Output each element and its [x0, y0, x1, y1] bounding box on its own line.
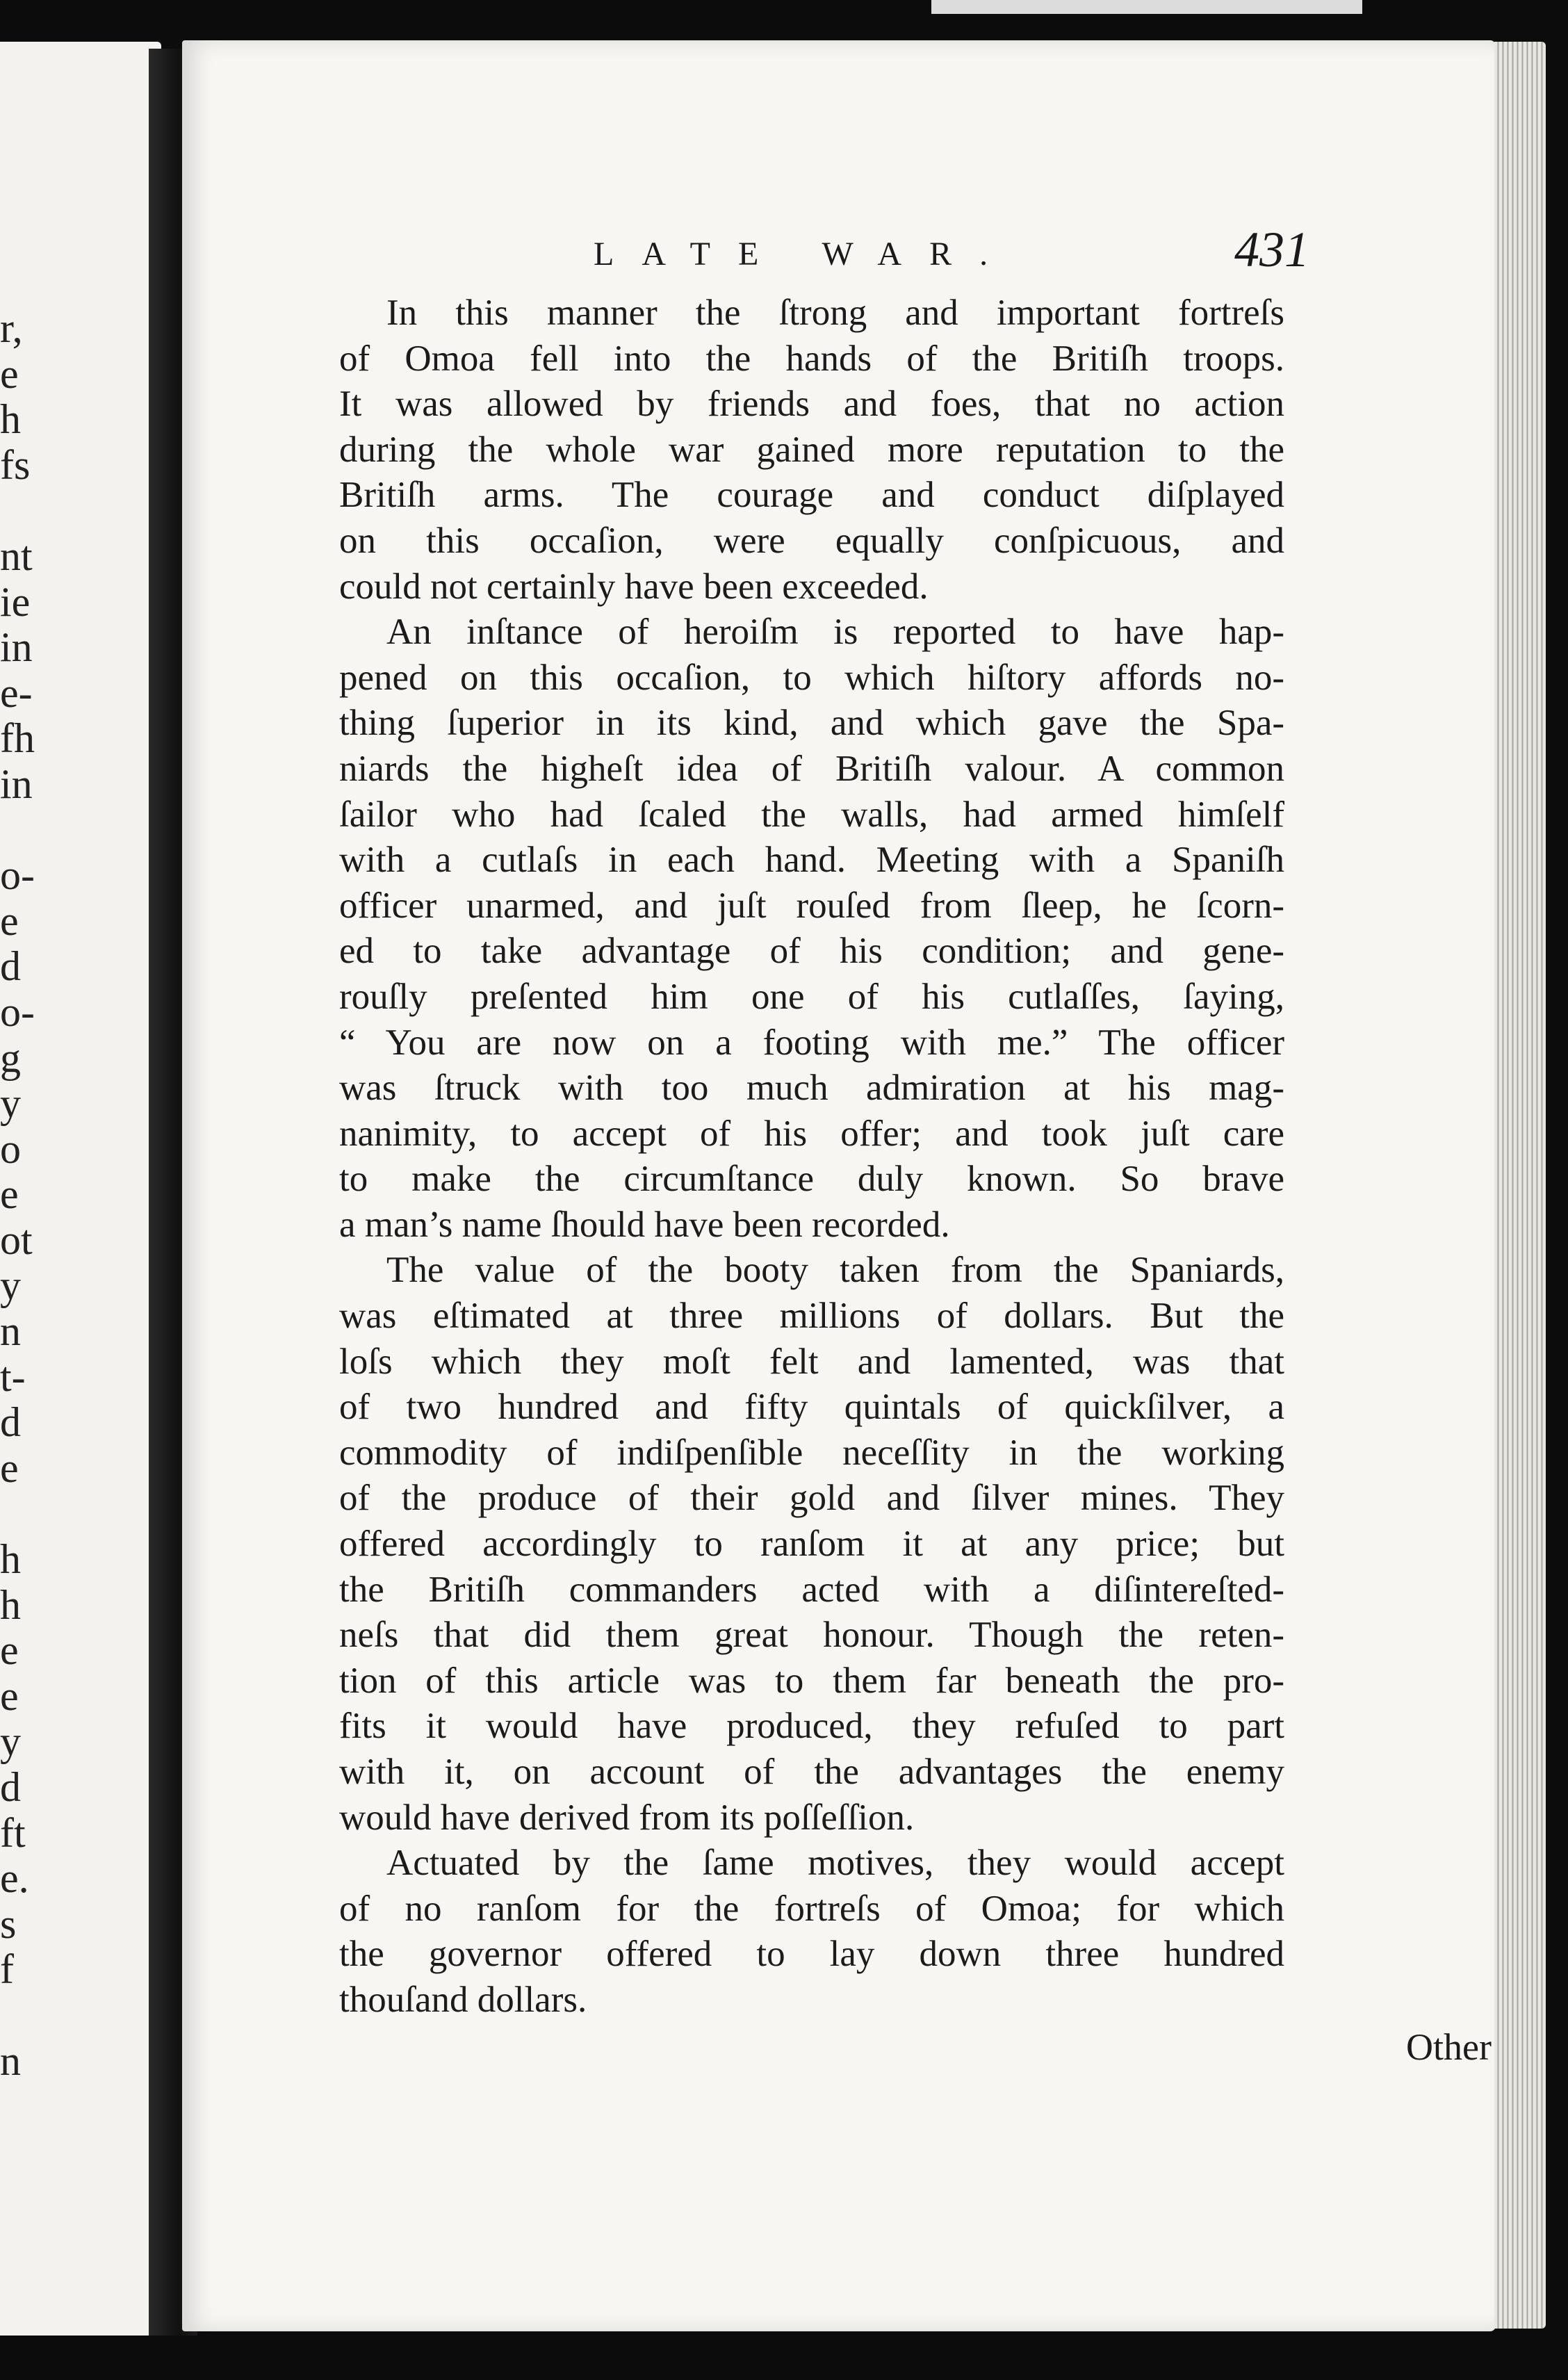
text-line: to make the circumſtance duly known. So brave — [339, 1159, 1284, 1200]
text-line: It was allowed by friends and foes, that no action — [339, 384, 1284, 425]
text-line: of the produce of their gold and ſilver mines. They — [339, 1478, 1284, 1519]
edge-fragment: ft — [0, 1809, 26, 1856]
edge-fragment: fs — [0, 441, 31, 488]
text-line: “ You are now on a footing with me.” The officer — [339, 1022, 1284, 1063]
text-line: officer unarmed, and juſt rouſed from ſleep, he ſcorn- — [339, 885, 1284, 926]
edge-fragment — [0, 488, 42, 534]
paragraph-3 — [339, 1248, 1284, 1841]
edge-fragment: e — [0, 1627, 19, 1674]
text-line: neſs that did them great honour. Though the reten- — [339, 1615, 1284, 1656]
text-line: tion of this article was to them far beneath the pro- — [339, 1660, 1284, 1701]
scan-top-strip — [931, 0, 1362, 14]
text-line: of Omoa fell into the hands of the Britiſh troops. — [339, 338, 1284, 379]
page-body — [339, 291, 1284, 2023]
edge-fragment: e. — [0, 1855, 29, 1902]
edge-fragment: g — [0, 1034, 21, 1081]
previous-page-fragment — [0, 42, 161, 2336]
running-head-title: LATE WAR. — [594, 236, 1016, 272]
text-line: of no ranſom for the fortreſs of Omoa; for which — [339, 1888, 1284, 1929]
edge-fragment: e — [0, 350, 19, 397]
edge-fragment: ot — [0, 1216, 33, 1263]
text-line: pened on this occaſion, to which hiſtory affords no- — [339, 657, 1284, 698]
edge-fragment: e- — [0, 669, 33, 716]
text-line: Actuated by the ſame motives, they would accept — [386, 1843, 1284, 1884]
edge-fragment: o — [0, 1125, 21, 1172]
text-line: Britiſh arms. The courage and conduct diſplayed — [339, 475, 1284, 516]
text-line: thouſand dollars. — [339, 1979, 587, 2020]
edge-fragment: e — [0, 1672, 19, 1719]
text-line: of two hundred and fifty quintals of quickſilver, a — [339, 1387, 1284, 1428]
text-line: ed to take advantage of his condition; and gene- — [339, 931, 1284, 972]
edge-fragment: ie — [0, 578, 31, 625]
edge-fragment: f — [0, 1946, 14, 1993]
edge-fragment: e — [0, 897, 19, 944]
edge-fragment — [0, 1491, 42, 1537]
paragraph-4 — [339, 1841, 1284, 2023]
edge-fragment: o- — [0, 852, 35, 899]
text-line: a man’s name ſhould have been recorded. — [339, 1204, 950, 1245]
edge-fragment: h — [0, 1581, 21, 1628]
text-line: rouſly preſented him one of his cutlaſſes, ſaying, — [339, 976, 1284, 1017]
edge-fragment: y — [0, 1718, 21, 1765]
text-line: the governor offered to lay down three hundred — [339, 1934, 1284, 1975]
paragraph-2 — [339, 610, 1284, 1248]
edge-fragment: d — [0, 943, 21, 990]
text-line: with a cutlaſs in each hand. Meeting with a Spaniſh — [339, 840, 1284, 881]
text-line: offered accordingly to ranſom it at any price; but — [339, 1524, 1284, 1565]
text-line: the Britiſh commanders acted with a diſintereſted- — [339, 1569, 1284, 1610]
edge-fragment: r, — [0, 305, 23, 351]
edge-fragment: h — [0, 396, 21, 443]
text-line: ſailor who had ſcaled the walls, had armed himſelf — [339, 794, 1284, 835]
running-head — [406, 221, 1309, 284]
edge-fragment: y — [0, 1080, 21, 1127]
catchword: Other — [1406, 2026, 1492, 2068]
text-line: The value of the booty taken from the Spaniards, — [386, 1250, 1284, 1291]
edge-fragment: nt — [0, 532, 33, 579]
edge-fragment: e — [0, 1171, 19, 1218]
text-line: could not certainly have been exceeded. — [339, 566, 929, 607]
text-line: on this occaſion, were equally conſpicuous, and — [339, 520, 1284, 561]
text-line: In this manner the ſtrong and important fortreſs — [386, 293, 1284, 333]
edge-fragment: o- — [0, 988, 35, 1035]
edge-fragment — [0, 1993, 42, 2039]
edge-fragment: s — [0, 1900, 17, 1947]
page-number: 431 — [1234, 222, 1309, 277]
text-line: would have derived from its poſſeſſion. — [339, 1797, 915, 1838]
edge-fragment: fh — [0, 715, 35, 762]
text-line: was eſtimated at three millions of dollars. But the — [339, 1296, 1284, 1337]
edge-fragment: e — [0, 1444, 19, 1491]
text-line: niards the higheſt idea of Britiſh valour. A common — [339, 748, 1284, 789]
text-line: An inſtance of heroiſm is reported to have hap- — [386, 612, 1284, 653]
edge-fragment — [0, 808, 42, 854]
edge-fragment: t- — [0, 1353, 26, 1400]
previous-page-line-ends — [0, 306, 42, 2084]
paragraph-1 — [339, 291, 1284, 610]
text-line: loſs which they moſt felt and lamented, was that — [339, 1341, 1284, 1382]
text-line: thing ſuperior in its kind, and which gave the Spa- — [339, 703, 1284, 744]
edge-fragment: d — [0, 1399, 21, 1446]
edge-fragment: n — [0, 1308, 21, 1355]
edge-fragment: y — [0, 1262, 21, 1309]
page-edges — [1494, 42, 1546, 2329]
edge-fragment: h — [0, 1536, 21, 1583]
edge-fragment: in — [0, 624, 33, 671]
text-line: commodity of indiſpenſible neceſſity in the working — [339, 1432, 1284, 1473]
edge-fragment: in — [0, 760, 33, 807]
text-line: fits it would have produced, they refuſed to part — [339, 1706, 1284, 1747]
text-line: nanimity, to accept of his offer; and took juſt care — [339, 1113, 1284, 1154]
edge-fragment: d — [0, 1764, 21, 1810]
text-line: during the whole war gained more reputation to the — [339, 429, 1284, 470]
edge-fragment: n — [0, 2037, 21, 2084]
text-line: with it, on account of the advantages the enemy — [339, 1752, 1284, 1792]
text-line: was ſtruck with too much admiration at his mag- — [339, 1068, 1284, 1109]
